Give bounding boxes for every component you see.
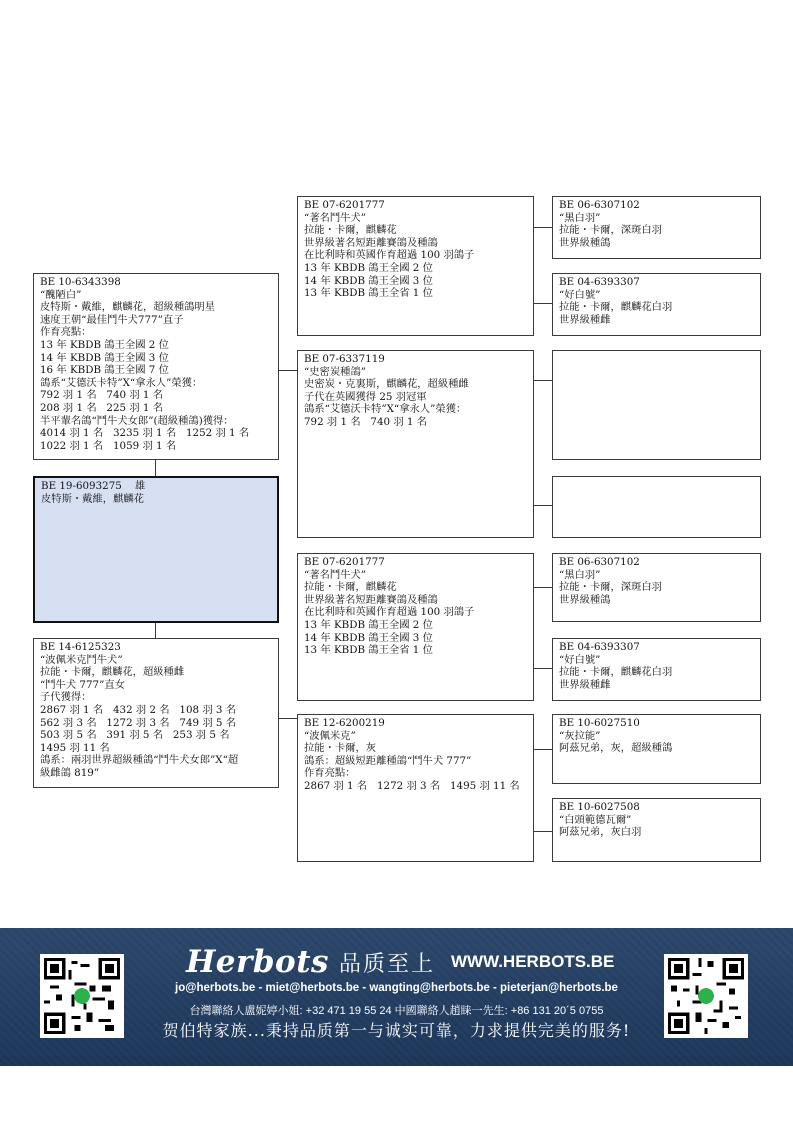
pedigree-line: “好白號” — [559, 288, 601, 301]
pedigree-line: 皮特斯・戴維，麒麟花 — [41, 492, 144, 505]
pedigree-line: BE 04-6393307 — [559, 276, 640, 288]
pedigree-line: 拉能・卡爾，麒麟花 — [304, 581, 397, 594]
pedigree-line: 208 羽 1 名 225 羽 1 名 — [40, 401, 164, 414]
pedigree-line: 在比利時和英國作育超過 100 羽鴿子 — [304, 606, 475, 619]
pedigree-line: 拉能・卡爾，深斑白羽 — [559, 224, 662, 237]
pedigree-line: 2867 羽 1 名 1272 羽 3 名 1495 羽 11 名 — [304, 779, 520, 792]
pedigree-line: 1022 羽 1 名 1059 羽 1 名 — [40, 439, 177, 452]
pedigree-line: BE 10-6027510 — [559, 717, 640, 729]
pedigree-line: 1495 羽 11 名 — [40, 741, 110, 754]
pedigree-line: 792 羽 1 名 740 羽 1 名 — [40, 389, 164, 402]
pedigree-line: “波佩米克” — [304, 729, 356, 742]
connector — [155, 622, 156, 638]
connector — [533, 505, 552, 506]
wechat-qr-icon — [668, 958, 744, 1034]
pedigree-line: 13 年 KBDB 鴿王全國 2 位 — [304, 618, 433, 631]
pedigree-line: 拉能・卡爾，麒麟花 — [304, 224, 397, 237]
pedigree-line: BE 06-6307102 — [559, 199, 640, 211]
pedigree-line: 世界級著名短距離賽鴿及種鴿 — [304, 236, 438, 249]
pedigree-line: 阿茲兄弟，灰白羽 — [559, 826, 642, 839]
pedigree-line: 鴿系：兩羽世界超級種鴿“鬥牛犬女郎”X“超 — [40, 754, 239, 767]
sire-sire-card — [297, 196, 534, 336]
pedigree-line: BE 06-6307102 — [559, 556, 640, 568]
pedigree-line: BE 12-6200219 — [304, 717, 385, 729]
pedigree-line: BE 07-6337119 — [304, 353, 385, 365]
pedigree-line: 14 年 KBDB 鴿王全國 3 位 — [304, 274, 433, 287]
pedigree-line: 世界級種鴿 — [559, 236, 611, 249]
pedigree-line: 皮特斯・戴維，麒麟花，超級種鴿明星 — [40, 301, 216, 314]
pedigree-line: “黑白羽” — [559, 568, 601, 581]
pedigree-line: 4014 羽 1 名 3235 羽 1 名 1252 羽 1 名 — [40, 427, 250, 440]
pedigree-line: 阿茲兄弟，灰，超級種鴿 — [559, 742, 673, 755]
pedigree-line: 16 年 KBDB 鴿王全國 7 位 — [40, 364, 169, 377]
pedigree-line: “著名鬥牛犬” — [304, 211, 367, 224]
pedigree-line: 世界級著名短距離賽鴿及種鴿 — [304, 593, 438, 606]
contact-emails[interactable]: jo@herbots.be - miet@herbots.be - wangting@herbots.be - pieterjan@herbots.be — [175, 982, 618, 994]
dam-sire-card — [297, 553, 534, 701]
pedigree-line: 鴿系“艾德沃卡特”X“拿永人”榮獲： — [304, 403, 467, 416]
pedigree-line: BE 19-6093275 雄 — [41, 480, 146, 492]
g3-card — [552, 714, 761, 784]
connector — [533, 303, 552, 304]
pedigree-line: 拉能・卡爾，麒麟花白羽 — [559, 666, 673, 679]
pedigree-line: 作育亮點： — [40, 326, 92, 339]
pedigree-line: BE 07-6201777 — [304, 199, 385, 211]
pedigree-line: “著名鬥牛犬” — [304, 568, 367, 581]
pedigree-line: 拉能・卡爾，麒麟花白羽 — [559, 301, 673, 314]
pedigree-line: 速度王朝“最佳鬥牛犬777”直子 — [40, 313, 184, 326]
g3-card — [552, 553, 761, 622]
brand-header — [186, 942, 614, 982]
connector — [278, 718, 297, 719]
pedigree-line: 在比利時和英國作育超過 100 羽鴿子 — [304, 249, 475, 262]
dam-dam-card — [297, 714, 534, 862]
pedigree-line: “波佩米克鬥牛犬” — [40, 653, 123, 666]
pedigree-line: BE 07-6201777 — [304, 556, 385, 568]
pedigree-line: BE 10-6343398 — [40, 276, 121, 288]
pedigree-line: 半平輩名鴿“鬥牛犬女郎”(超級種鴿)獲得： — [40, 414, 234, 427]
g3-card-empty — [552, 350, 761, 460]
pedigree-line: 13 年 KBDB 鴿王全國 2 位 — [304, 261, 433, 274]
connector — [533, 227, 552, 228]
sire-card — [33, 273, 279, 460]
pedigree-line: 13 年 KBDB 鴿王全省 1 位 — [304, 287, 433, 300]
pedigree-line: 鴿系：超級短距離種鴿“鬥牛犬 777” — [304, 754, 472, 767]
pedigree-line: 562 羽 3 名 1272 羽 3 名 749 羽 5 名 — [40, 716, 237, 729]
pedigree-line: “醜陋白” — [40, 288, 82, 301]
g3-card-empty — [552, 476, 761, 538]
pedigree-line: “黑白羽” — [559, 211, 601, 224]
g3-card — [552, 638, 761, 701]
pedigree-line: 拉能・卡爾，灰 — [304, 742, 377, 755]
pedigree-line: 792 羽 1 名 740 羽 1 名 — [304, 415, 428, 428]
connector — [278, 370, 297, 371]
pedigree-line: 子代獲得： — [40, 691, 92, 704]
dam-card — [33, 638, 279, 788]
pedigree-line: 2867 羽 1 名 432 羽 2 名 108 羽 3 名 — [40, 703, 237, 716]
connector — [533, 587, 552, 588]
pedigree-line: “史密炭種鴿” — [304, 365, 367, 378]
pedigree-line: 14 年 KBDB 鴿王全國 3 位 — [40, 351, 169, 364]
pedigree-line: “白頭範德瓦爾” — [559, 813, 632, 826]
pedigree-line: BE 10-6027508 — [559, 801, 640, 813]
pedigree-line: 拉能・卡爾，麒麟花，超級種雌 — [40, 666, 185, 679]
pedigree-line: 503 羽 5 名 391 羽 5 名 253 羽 5 名 — [40, 729, 230, 742]
pedigree-line: 鴿系“艾德沃卡特”X“拿永人”榮獲： — [40, 376, 203, 389]
pedigree-line: 級雌鴿 819” — [40, 766, 100, 779]
footer-banner — [0, 928, 793, 1066]
connector — [533, 831, 552, 832]
subject-card — [33, 476, 279, 623]
pedigree-line: 13 年 KBDB 鴿王全國 2 位 — [40, 338, 169, 351]
g3-card — [552, 798, 761, 862]
sire-dam-card — [297, 350, 534, 538]
pedigree-line: 拉能・卡爾，深斑白羽 — [559, 581, 662, 594]
herbots-logo: Herbots — [186, 944, 329, 980]
website-link[interactable]: WWW.HERBOTS.BE — [451, 952, 615, 971]
pedigree-line: 13 年 KBDB 鴿王全省 1 位 — [304, 644, 433, 657]
pedigree-line: “灰拉能” — [559, 729, 601, 742]
pedigree-line: 世界級種鴿 — [559, 593, 611, 606]
g3-card — [552, 196, 761, 259]
pedigree-line: 史密炭・克裏斯，麒麟花，超級種雌 — [304, 378, 469, 391]
pedigree-line: 子代在英國獲得 25 羽冠軍 — [304, 390, 427, 403]
g3-card — [552, 273, 761, 336]
contact-phones: 台灣聯絡人盧妮婷小姐: +32 471 19 55 24 中國聯絡人趙睐一先生: +86 131 20´5 0755 — [189, 1005, 604, 1017]
qr-code-right[interactable] — [664, 954, 748, 1038]
pedigree-line: “鬥牛犬 777”直女 — [40, 678, 125, 691]
pedigree-line: 世界級種雌 — [559, 678, 611, 691]
pedigree-line: 作育亮點： — [304, 767, 356, 780]
pedigree-line: 世界級種雌 — [559, 313, 611, 326]
connector — [155, 460, 156, 476]
pedigree-line: BE 14-6125323 — [40, 641, 121, 653]
pedigree-line: 14 年 KBDB 鴿王全國 3 位 — [304, 631, 433, 644]
brand-slogan: 品质至上 — [338, 951, 435, 977]
pedigree-line: “好白號” — [559, 653, 601, 666]
connector — [533, 380, 552, 381]
footer-tagline: 贺伯特家族...秉持品质第一与诚实可靠，力求提供完美的服务! — [162, 1021, 631, 1040]
connector — [533, 668, 552, 669]
connector — [533, 749, 552, 750]
pedigree-line: BE 04-6393307 — [559, 641, 640, 653]
